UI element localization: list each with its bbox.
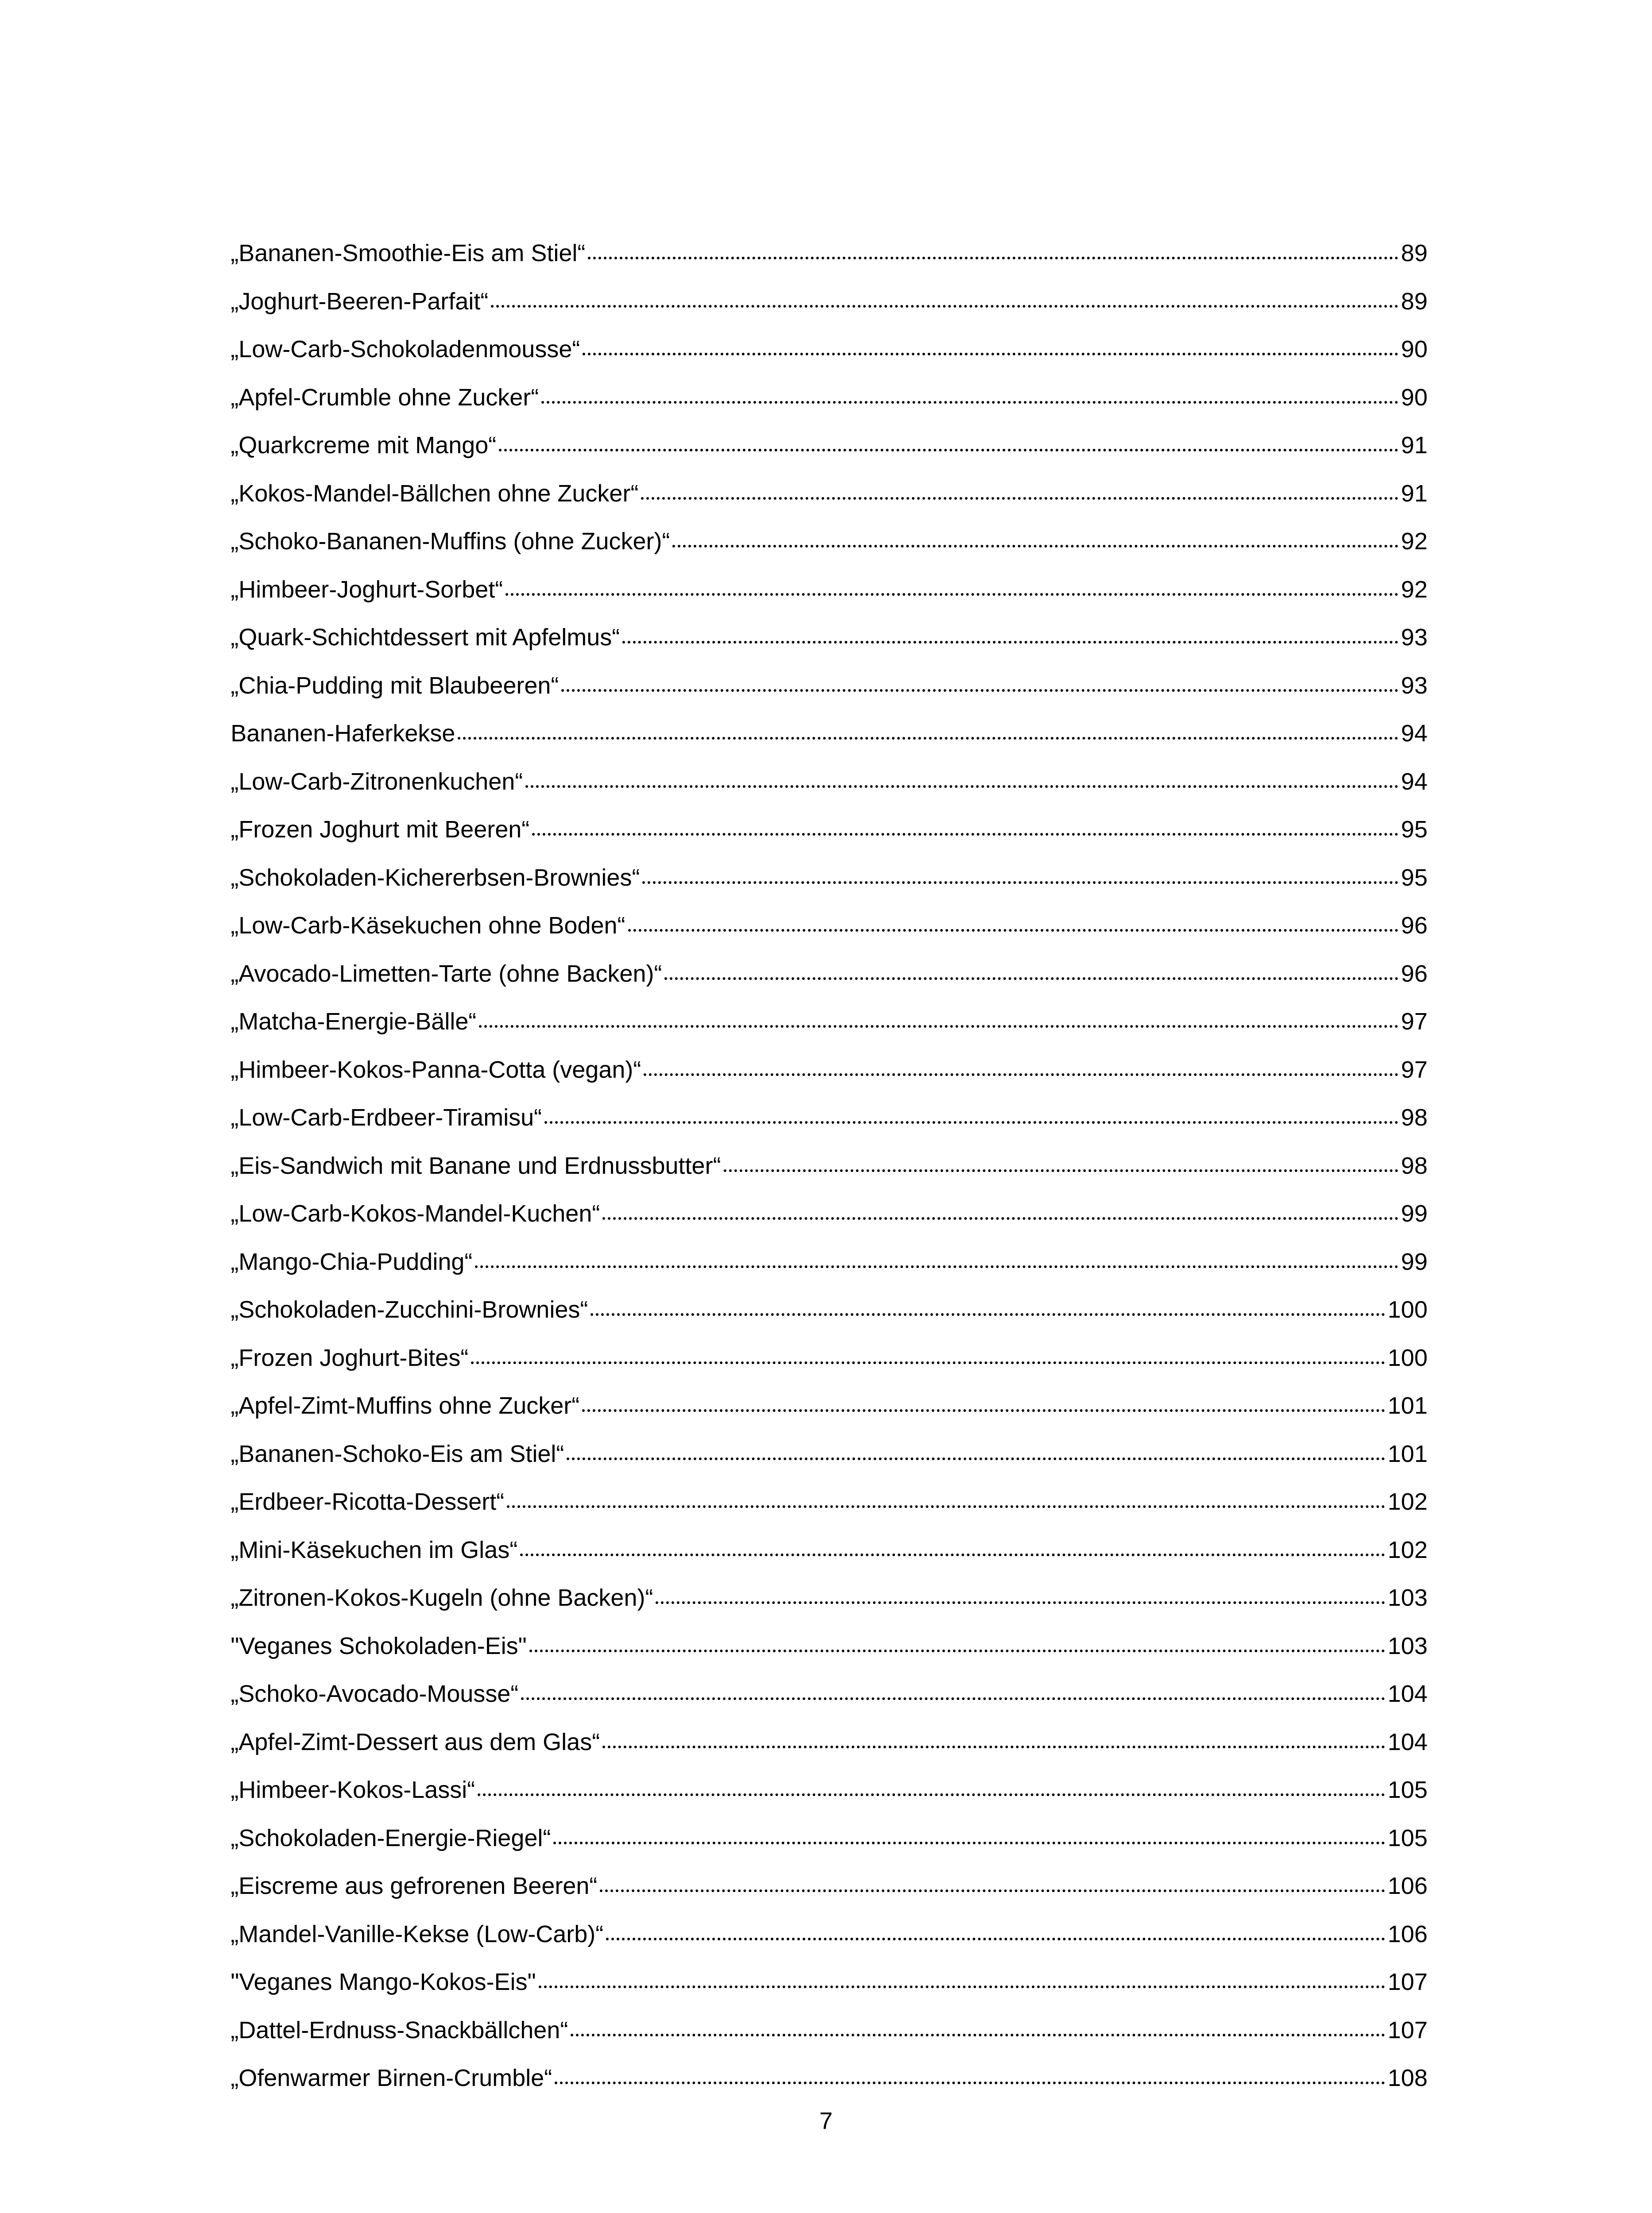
toc-entry-page: 100 bbox=[1387, 1296, 1428, 1323]
toc-entry[interactable] bbox=[231, 325, 1428, 374]
toc-entry[interactable] bbox=[231, 566, 1428, 614]
toc-entry-title: „Low-Carb-Zitronenkuchen“ bbox=[231, 768, 523, 795]
toc-entry-title: „Mini-Käsekuchen im Glas“ bbox=[231, 1536, 518, 1563]
toc-entry-page: 91 bbox=[1401, 480, 1428, 507]
dot-leader bbox=[471, 1338, 1385, 1364]
toc-entry-page: 100 bbox=[1387, 1344, 1428, 1371]
dot-leader bbox=[544, 1097, 1398, 1124]
toc-entry[interactable] bbox=[231, 1238, 1428, 1286]
dot-leader bbox=[491, 281, 1398, 308]
dot-leader bbox=[582, 1385, 1385, 1412]
dot-leader bbox=[602, 1193, 1398, 1220]
dot-leader bbox=[622, 617, 1398, 644]
toc-entry-page: 89 bbox=[1401, 288, 1428, 315]
toc-entry[interactable] bbox=[231, 1142, 1428, 1190]
toc-entry[interactable] bbox=[231, 2006, 1428, 2055]
toc-entry[interactable] bbox=[231, 517, 1428, 566]
toc-entry[interactable] bbox=[231, 806, 1428, 854]
dot-leader bbox=[553, 1818, 1385, 1844]
toc-entry[interactable] bbox=[231, 1430, 1428, 1478]
toc-entry-page: 90 bbox=[1401, 384, 1428, 411]
toc-entry[interactable] bbox=[231, 1526, 1428, 1574]
toc-entry-page: 103 bbox=[1387, 1632, 1428, 1659]
toc-entry-title: „Low-Carb-Käsekuchen ohne Boden“ bbox=[231, 912, 625, 939]
toc-entry-page: 96 bbox=[1401, 912, 1428, 939]
toc-entry-title: „Dattel-Erdnuss-Snackbällchen“ bbox=[231, 2016, 568, 2043]
toc-entry-title: „Apfel-Zimt-Dessert aus dem Glas“ bbox=[231, 1728, 600, 1755]
dot-leader bbox=[602, 1722, 1385, 1748]
toc-entry-title: „Frozen Joghurt mit Beeren“ bbox=[231, 816, 530, 843]
toc-entry-title: „Schokoladen-Zucchini-Brownies“ bbox=[231, 1296, 588, 1323]
toc-entry-page: 105 bbox=[1387, 1777, 1428, 1803]
toc-entry-page: 97 bbox=[1401, 1008, 1428, 1035]
dot-leader bbox=[644, 1049, 1398, 1076]
toc-entry[interactable] bbox=[231, 1670, 1428, 1718]
dot-leader bbox=[606, 1914, 1385, 1940]
toc-entry-title: „Eiscreme aus gefrorenen Beeren“ bbox=[231, 1873, 598, 1899]
dot-leader bbox=[506, 569, 1398, 596]
toc-entry-page: 105 bbox=[1387, 1824, 1428, 1851]
toc-entry-title: „Eis-Sandwich mit Banane und Erdnussbutter“ bbox=[231, 1152, 721, 1179]
toc-entry[interactable] bbox=[231, 1478, 1428, 1526]
toc-entry-page: 101 bbox=[1387, 1440, 1428, 1467]
toc-entry[interactable] bbox=[231, 1718, 1428, 1766]
dot-leader bbox=[600, 1866, 1385, 1892]
dot-leader bbox=[642, 857, 1398, 884]
toc-entry-page: 102 bbox=[1387, 1536, 1428, 1563]
dot-leader bbox=[672, 521, 1398, 547]
toc-entry[interactable] bbox=[231, 2054, 1428, 2102]
toc-entry-page: 94 bbox=[1401, 720, 1428, 747]
toc-entry[interactable] bbox=[231, 229, 1428, 278]
dot-leader bbox=[529, 1626, 1385, 1652]
toc-entry-page: 96 bbox=[1401, 960, 1428, 987]
toc-entry-page: 92 bbox=[1401, 528, 1428, 555]
dot-leader bbox=[591, 1289, 1385, 1316]
toc-entry-title: „Chia-Pudding mit Blaubeeren“ bbox=[231, 672, 559, 699]
toc-entry-page: 103 bbox=[1387, 1585, 1428, 1611]
toc-entry[interactable] bbox=[231, 613, 1428, 662]
toc-entry-page: 104 bbox=[1387, 1728, 1428, 1755]
toc-entry-page: 89 bbox=[1401, 240, 1428, 266]
dot-leader bbox=[525, 761, 1398, 788]
dot-leader bbox=[520, 1530, 1385, 1556]
toc-entry-title: „Quark-Schichtdessert mit Apfelmus“ bbox=[231, 624, 620, 651]
toc-entry-page: 107 bbox=[1387, 2016, 1428, 2043]
dot-leader bbox=[507, 1481, 1385, 1508]
toc-entry-title: „Himbeer-Kokos-Lassi“ bbox=[231, 1777, 475, 1803]
dot-leader bbox=[588, 233, 1398, 259]
dot-leader bbox=[479, 1001, 1398, 1028]
dot-leader bbox=[532, 809, 1398, 836]
toc-entry-page: 108 bbox=[1387, 2065, 1428, 2091]
toc-entry[interactable] bbox=[231, 421, 1428, 470]
toc-entry[interactable] bbox=[231, 1622, 1428, 1670]
toc-entry-title: „Himbeer-Kokos-Panna-Cotta (vegan)“ bbox=[231, 1056, 641, 1083]
toc-entry-title: „Zitronen-Kokos-Kugeln (ohne Backen)“ bbox=[231, 1585, 653, 1611]
toc-entry[interactable] bbox=[231, 1094, 1428, 1142]
toc-entry-page: 97 bbox=[1401, 1056, 1428, 1083]
toc-entry-title: „Matcha-Energie-Bälle“ bbox=[231, 1008, 477, 1035]
toc-entry[interactable] bbox=[231, 854, 1428, 902]
toc-entry[interactable] bbox=[231, 1814, 1428, 1862]
dot-leader bbox=[571, 2010, 1385, 2036]
toc-entry-page: 92 bbox=[1401, 576, 1428, 603]
dot-leader bbox=[539, 1962, 1385, 1988]
toc-entry-title: „Schokoladen-Energie-Riegel“ bbox=[231, 1824, 551, 1851]
toc-entry-title: „Schoko-Avocado-Mousse“ bbox=[231, 1681, 519, 1707]
toc-entry[interactable] bbox=[231, 374, 1428, 422]
toc-entry-title: „Apfel-Crumble ohne Zucker“ bbox=[231, 384, 539, 411]
toc-entry-title: „Quarkcreme mit Mango“ bbox=[231, 432, 497, 459]
toc-entry-page: 90 bbox=[1401, 336, 1428, 362]
dot-leader bbox=[628, 905, 1398, 932]
toc-entry[interactable] bbox=[231, 278, 1428, 326]
toc-entry-page: 93 bbox=[1401, 624, 1428, 651]
toc-entry-title: „Bananen-Smoothie-Eis am Stiel“ bbox=[231, 240, 586, 266]
dot-leader bbox=[567, 1434, 1385, 1460]
dot-leader bbox=[478, 1770, 1385, 1796]
toc-entry[interactable] bbox=[231, 709, 1428, 758]
dot-leader bbox=[475, 1241, 1398, 1268]
toc-entry-title: „Mango-Chia-Pudding“ bbox=[231, 1248, 473, 1275]
toc-entry-title: „Apfel-Zimt-Muffins ohne Zucker“ bbox=[231, 1392, 580, 1419]
toc-entry-page: 99 bbox=[1401, 1200, 1428, 1227]
toc-entry-page: 102 bbox=[1387, 1488, 1428, 1515]
toc-entry[interactable] bbox=[231, 1286, 1428, 1334]
toc-entry-title: „Joghurt-Beeren-Parfait“ bbox=[231, 288, 489, 315]
toc-entry-page: 94 bbox=[1401, 768, 1428, 795]
toc-entry[interactable] bbox=[231, 950, 1428, 998]
toc-entry[interactable] bbox=[231, 1766, 1428, 1814]
toc-entry[interactable] bbox=[231, 1190, 1428, 1238]
toc-entry[interactable] bbox=[231, 758, 1428, 806]
dot-leader bbox=[555, 2058, 1385, 2084]
dot-leader bbox=[656, 1577, 1385, 1604]
dot-leader bbox=[664, 953, 1398, 980]
toc-entry-title: "Veganes Schokoladen-Eis" bbox=[231, 1632, 527, 1659]
toc-entry-title: „Low-Carb-Schokoladenmousse“ bbox=[231, 336, 580, 362]
table-of-contents bbox=[231, 229, 1428, 2102]
dot-leader bbox=[561, 665, 1398, 692]
toc-entry[interactable] bbox=[231, 902, 1428, 950]
dot-leader bbox=[724, 1145, 1398, 1172]
toc-entry[interactable] bbox=[231, 470, 1428, 518]
dot-leader bbox=[499, 425, 1398, 451]
toc-entry-page: 98 bbox=[1401, 1104, 1428, 1131]
toc-entry-page: 95 bbox=[1401, 816, 1428, 843]
dot-leader bbox=[641, 473, 1398, 500]
toc-entry[interactable] bbox=[231, 1958, 1428, 2006]
toc-entry-title: "Veganes Mango-Kokos-Eis" bbox=[231, 1969, 536, 1995]
toc-entry-title: Bananen-Haferkekse bbox=[231, 720, 455, 747]
toc-entry[interactable] bbox=[231, 1334, 1428, 1382]
toc-entry-title: „Schoko-Bananen-Muffins (ohne Zucker)“ bbox=[231, 528, 670, 555]
dot-leader bbox=[458, 713, 1398, 740]
toc-entry-page: 99 bbox=[1401, 1248, 1428, 1275]
toc-entry-page: 101 bbox=[1387, 1392, 1428, 1419]
toc-entry-page: 106 bbox=[1387, 1873, 1428, 1899]
toc-entry-page: 107 bbox=[1387, 1969, 1428, 1995]
toc-entry-title: „Avocado-Limetten-Tarte (ohne Backen)“ bbox=[231, 960, 662, 987]
toc-entry[interactable] bbox=[231, 1046, 1428, 1094]
toc-entry-title: „Erdbeer-Ricotta-Dessert“ bbox=[231, 1488, 505, 1515]
toc-entry-title: „Frozen Joghurt-Bites“ bbox=[231, 1344, 469, 1371]
toc-entry-title: „Schokoladen-Kichererbsen-Brownies“ bbox=[231, 864, 640, 891]
toc-entry-title: „Kokos-Mandel-Bällchen ohne Zucker“ bbox=[231, 480, 639, 507]
toc-entry-title: „Himbeer-Joghurt-Sorbet“ bbox=[231, 576, 503, 603]
dot-leader bbox=[521, 1673, 1385, 1700]
toc-entry[interactable] bbox=[231, 1910, 1428, 1959]
toc-entry-page: 98 bbox=[1401, 1152, 1428, 1179]
toc-entry-title: „Bananen-Schoko-Eis am Stiel“ bbox=[231, 1440, 564, 1467]
toc-entry[interactable] bbox=[231, 1574, 1428, 1622]
toc-entry-page: 91 bbox=[1401, 432, 1428, 459]
toc-entry-title: „Low-Carb-Erdbeer-Tiramisu“ bbox=[231, 1104, 542, 1131]
toc-entry-title: „Ofenwarmer Birnen-Crumble“ bbox=[231, 2065, 552, 2091]
toc-entry[interactable] bbox=[231, 998, 1428, 1046]
toc-entry[interactable] bbox=[231, 1382, 1428, 1430]
toc-entry[interactable] bbox=[231, 1862, 1428, 1910]
toc-entry-title: „Mandel-Vanille-Kekse (Low-Carb)“ bbox=[231, 1920, 604, 1947]
page-number: 7 bbox=[819, 2108, 833, 2134]
toc-entry[interactable] bbox=[231, 662, 1428, 710]
dot-leader bbox=[583, 329, 1398, 355]
dot-leader bbox=[541, 377, 1398, 404]
toc-entry-page: 93 bbox=[1401, 672, 1428, 699]
toc-entry-title: „Low-Carb-Kokos-Mandel-Kuchen“ bbox=[231, 1200, 600, 1227]
toc-entry-page: 106 bbox=[1387, 1920, 1428, 1947]
toc-entry-page: 95 bbox=[1401, 864, 1428, 891]
toc-entry-page: 104 bbox=[1387, 1681, 1428, 1707]
